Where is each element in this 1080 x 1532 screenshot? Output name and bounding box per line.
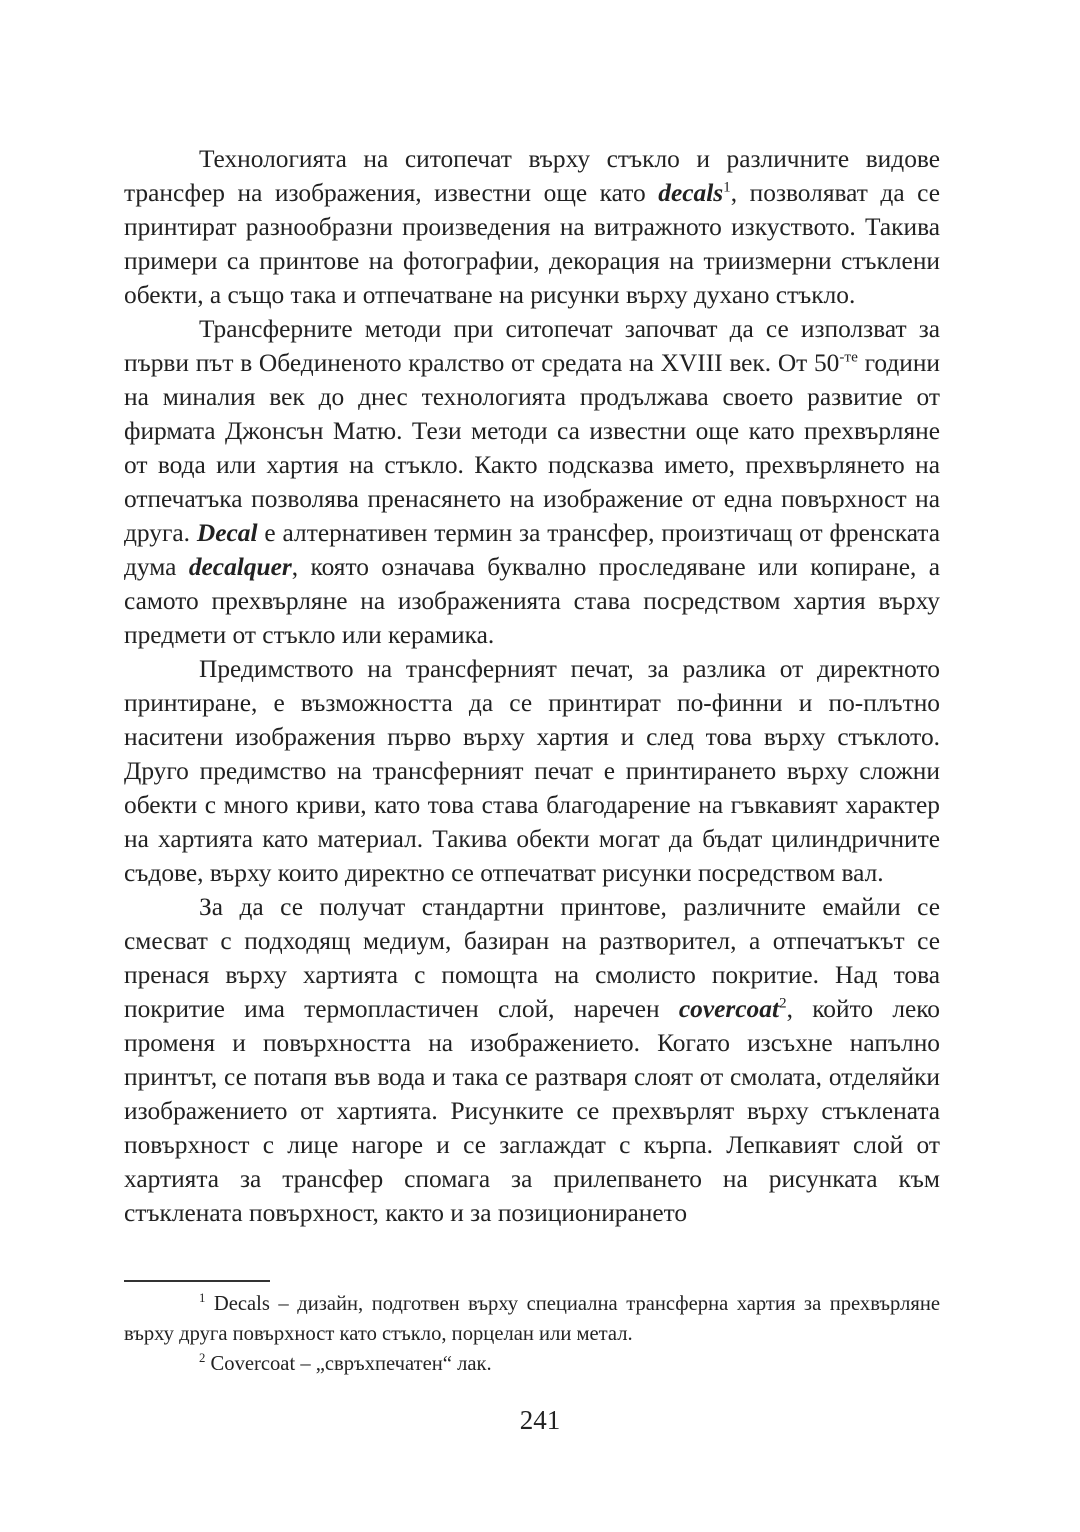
footnote-marker: 2	[199, 1351, 206, 1366]
term-covercoat: covercoat	[678, 995, 780, 1023]
footnote-marker: 1	[199, 1291, 206, 1306]
footnote-ref-2: 2	[779, 994, 787, 1012]
footnote-text: Decals – дизайн, подготвен върху специална трансферна хартия за прехвърляне върху друга повърхност като стъкло, порцелан или метал.	[124, 1293, 940, 1345]
paragraph-1: Технологията на ситопечат върху стъкло и различните видове трансфер на изображения, известни още като decals$^1$, позволяват да се принтират разнообразни произведения на витражното изкуството. Такива примери са принтове на фотографии, декорация на триизмерни стъклени обекти, а също така и отпечатване на рисунки върху духано стъкло.	[124, 145, 940, 309]
footnote-text: Covercoat – „свръхпечатен“ лак.	[205, 1353, 492, 1375]
footnote-1	[124, 1289, 940, 1349]
footnote-2	[124, 1349, 940, 1379]
paragraph-3: Предимството на трансферният печат, за разлика от директното принтиране, е възможността да се принтират по-финни и по-плътно наситени изображения първо върху хартия и след това върху стъклото. Друго предимство на трансферният печат е принтирането върху сложни обекти с много криви, като това става благодарение на гъвкавият характер на хартията като материал. Такива обекти могат да бъдат цилиндричните съдове, върху които директно се отпечатват рисунки посредством вал.	[124, 655, 940, 887]
paragraph-4: За да се получат стандартни принтове, различните емайли се смесват с подходящ медиум, базиран на разтворител, а отпечатъкът се пренася върху хартията с помощта на смолисто покритие. Над това покритие има термопластичен слой, наречен covercoat$^2$, който леко променя и повърхността на изображението. Когато изсъхне напълно принтът, се потапя във вода и така се разтваря слоят от смолата, отделяйки изображението от хартията. Рисунките се прехвърлят върху стъклената повърхност с лице нагоре и се заглаждат с кърпа. Лепкавият слой от хартията за трансфер спомага за прилепването на рисунката към стъклената повърхност, както и за позиционирането	[124, 893, 940, 1227]
ordinal-suffix: -те	[839, 348, 858, 366]
footnote-ref-1: 1	[723, 178, 731, 196]
paragraph-2: Трансферните методи при ситопечат започват да се използват за първи път в Обединеното кралство от средата на XVIII век. От $50^{-те}$ години на миналия век до днес технологията продължава своето развитие от фирмата Джонсън Матю. Тези методи са известни още като прехвърляне от вода или хартия на стъкло. Както подсказва името, прехвърлянето на отпечатъка позволява пренасянето на изображение от една повърхност на друга. Decal е алтернативен термин за трансфер, произтичащ от френската дума decalquer, която означава буквално проследяване или копиране, а самото прехвърляне на изображенията става посредством хартия върху предмети от стъкло или керамика.	[124, 315, 940, 649]
term-decalquer: decalquer	[188, 553, 292, 581]
footnotes	[124, 1289, 940, 1379]
body-text	[124, 142, 940, 1230]
page-number: 241	[519, 1405, 561, 1435]
footnote-separator	[124, 1280, 270, 1282]
term-decals: decals	[658, 179, 724, 207]
term-decal: Decal	[196, 519, 258, 547]
